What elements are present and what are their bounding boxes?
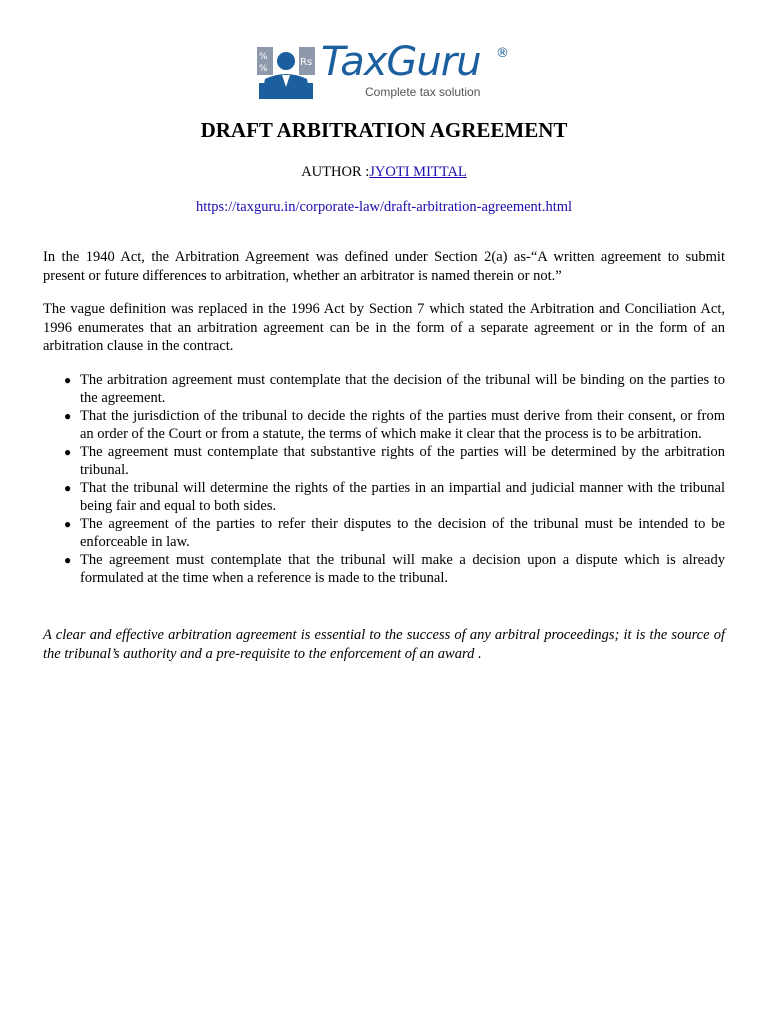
bullet-icon: ● [64, 553, 72, 567]
closing-paragraph: A clear and effective arbitration agreement is essential to the success of any arbitral proceedings; it is the source of the tribunal’s authority and a pre-requisite to the enforcement of an award . [43, 627, 725, 662]
logo-tagline: Complete tax solution [365, 85, 481, 99]
svg-text:%: % [259, 64, 268, 74]
author-prefix: AUTHOR : [301, 164, 370, 180]
list-item: ● The agreement of the parties to refer their disputes to the decision of the tribunal must be intended to be enforceable in law. [64, 516, 725, 550]
bullet-icon: ● [64, 373, 72, 387]
bullet-icon: ● [64, 445, 72, 459]
source-url-link[interactable]: https://taxguru.in/corporate-law/draft-arbitration-agreement.html [195, 199, 573, 215]
list-item: ● That the tribunal will determine the rights of the parties in an impartial and judicial manner with the tribunal being fair and equal to both sides. [64, 480, 725, 514]
requirements-list [43, 371, 725, 587]
author-line [0, 164, 768, 181]
list-item: ● The agreement must contemplate that substantive rights of the parties will be determined by the arbitration tribunal. [64, 444, 725, 478]
bullet-icon: ● [64, 481, 72, 495]
svg-text:%: % [259, 52, 268, 62]
bullet-icon: ● [64, 517, 72, 531]
taxguru-person-icon [255, 45, 317, 99]
paragraph-1940-act: In the 1940 Act, the Arbitration Agreement was defined under Section 2(a) as-“A written agreement to submit present or future differences to arbitration, whether an arbitrator is named therein or not.” [43, 249, 725, 284]
registered-mark: ® [496, 46, 509, 61]
logo-wordmark: TaxGuru [321, 39, 481, 85]
svg-text:Rs: Rs [300, 57, 313, 68]
list-item: ● The agreement must contemplate that the tribunal will make a decision upon a dispute which is already formulated at the time when a reference is made to the tribunal. [64, 552, 725, 586]
author-link[interactable]: JYOTI MITTAL [369, 164, 467, 180]
document-title: DRAFT ARBITRATION AGREEMENT [200, 118, 568, 142]
list-item: ● The arbitration agreement must contemplate that the decision of the tribunal will be binding on the parties to the agreement. [64, 372, 725, 406]
paragraph-1996-act: The vague definition was replaced in the 1996 Act by Section 7 which stated the Arbitration and Conciliation Act, 1996 enumerates that an arbitration agreement can be in the form of a separate agreement or in the form of an arbitration clause in the contract. [43, 301, 725, 354]
taxguru-logo[interactable] [255, 39, 520, 102]
bullet-icon: ● [64, 409, 72, 423]
list-item: ● That the jurisdiction of the tribunal to decide the rights of the parties must derive from their consent, or from an order of the Court or from a statute, the terms of which make it clear that the process is to be arbitration. [64, 408, 725, 442]
